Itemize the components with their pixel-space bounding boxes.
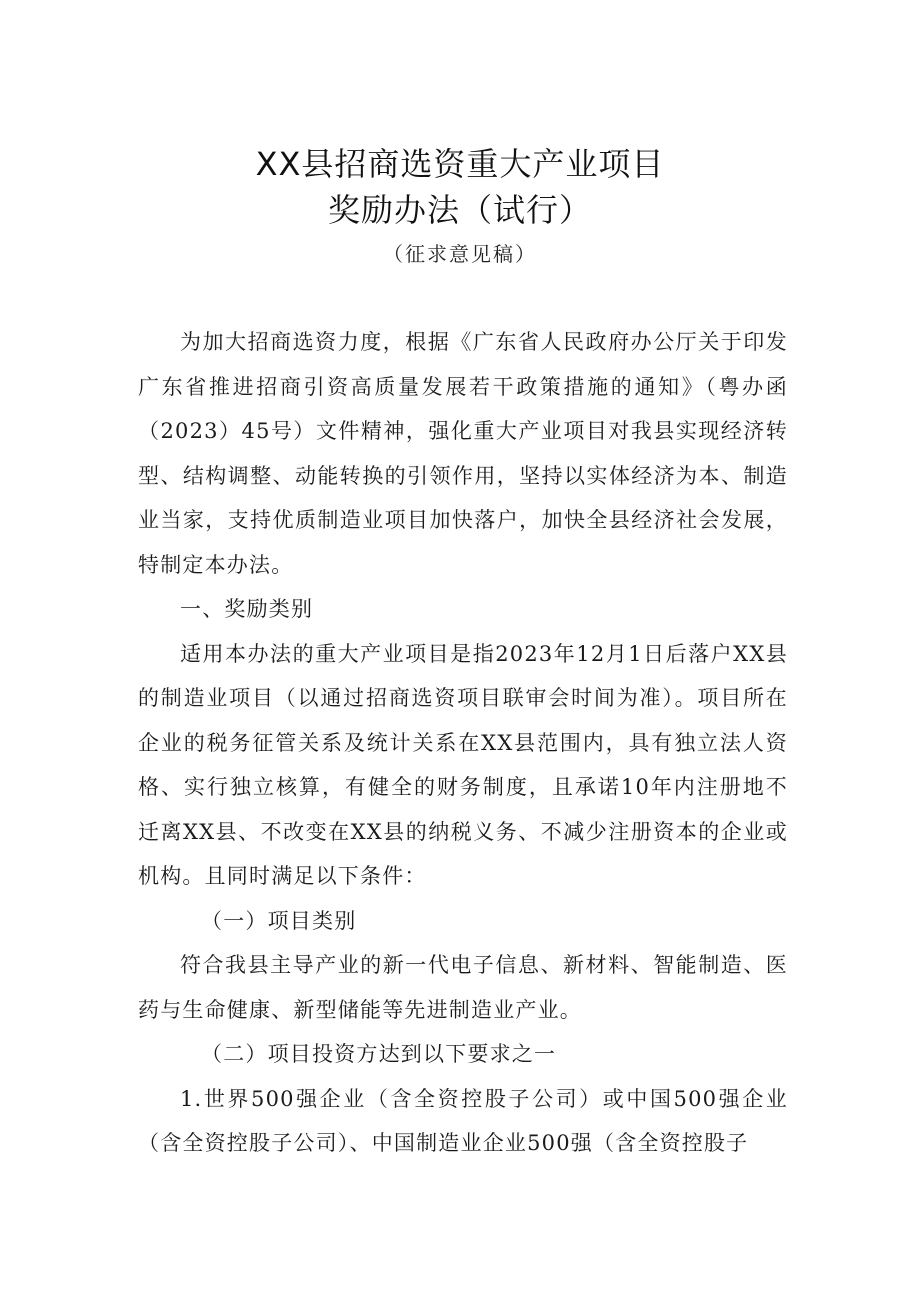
subsection-heading-project-category: （一）项目类别 [201, 908, 357, 933]
document-title-line2: 奖励办法（试行） [327, 191, 592, 229]
document-subtitle: （征求意见稿） [383, 242, 537, 266]
paragraph-project-category: 符合我县主导产业的新一代电子信息、新材料、智能制造、医药与生命健康、新型储能等先进制造业产业。 [138, 953, 788, 1022]
document-body [138, 320, 788, 1166]
section-heading-award-category: 一、奖励类别 [180, 597, 314, 621]
paragraph-preamble: 为加大招商选资力度，根据《广东省人民政府办公厅关于印发广东省推进招商引资高质量发展若干政策措施的通知》（粤办函（2023）45号）文件精神，强化重大产业项目对我县实现经济转型、结构调整、动能转换的引领作用，坚持以实体经济为本、制造业当家，支持优质制造业项目加快落户，加快全县经济社会发展，特制定本办法。 [138, 330, 788, 577]
document-title-line1: XX县招商选资重大产业项目 [255, 145, 665, 183]
paragraph-requirement-1: 1.世界500强企业（含全资控股子公司）或中国500强企业（含全资控股子公司）、中国制造业企业500强（含全资控股子 [138, 1086, 788, 1155]
subsection-heading-investor-requirements: （二）项目投资方达到以下要求之一 [201, 1042, 557, 1066]
paragraph-scope: 适用本办法的重大产业项目是指2023年12月1日后落户XX县的制造业项目（以通过招商选资项目联审会时间为准）。项目所在企业的税务征管关系及统计关系在XX县范围内，具有独立法人资格、实行独立核算，有健全的财务制度，且承诺10年内注册地不迁离XX县、不改变在XX县的纳税义务、不减少注册资本的企业或机构。且同时满足以下条件： [138, 641, 788, 888]
